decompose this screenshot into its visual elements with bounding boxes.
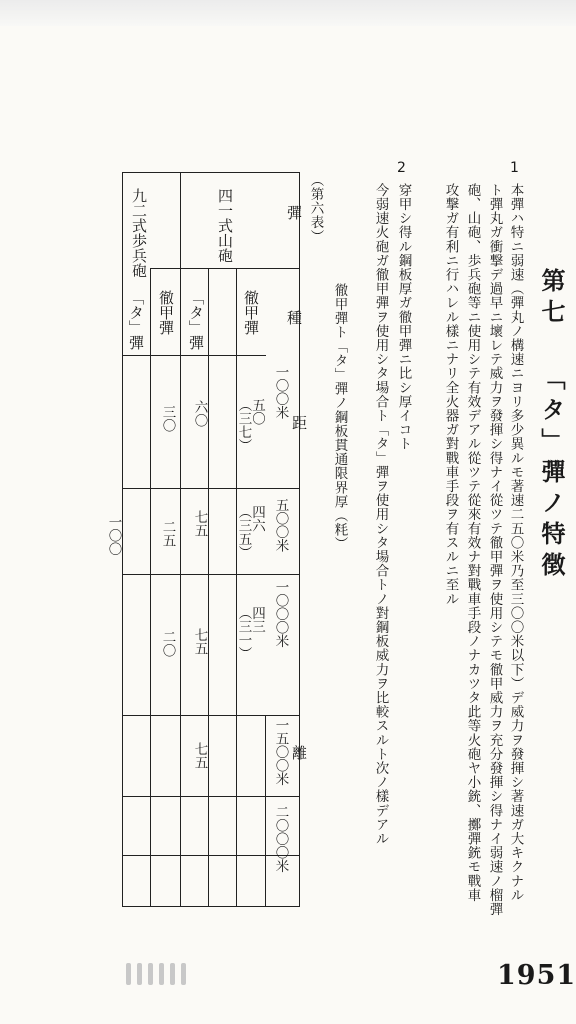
table-header-shell: 彈 (285, 205, 303, 220)
gun-name: 九二式歩兵砲 (130, 188, 148, 278)
value-cell: 三〇 (159, 405, 176, 432)
value-cell: 一〇〇 (105, 515, 122, 556)
value-cell: 五〇 （三七） (235, 398, 265, 452)
table-header-distance: 離 (290, 745, 308, 760)
paragraph-line: ト彈丸ガ衝撃デ過早ニ壞レテ威力ヲ發揮シ得ナイ從ツテ徹甲彈ヲ使用シテモ徹甲威力ヲ充分發揮シ得ナイ弱速ノ榴彈 (486, 183, 503, 917)
paragraph-line: 砲、山砲、歩兵砲等ニ使用シテ有效デアル從ツテ從來有效ナ對戰車手段ノナカツタ此等火砲ヤ小銃、擲彈銃モ戰車 (464, 183, 481, 903)
table-header-distance: 距 (290, 415, 308, 430)
paragraph-number: 1 (510, 160, 519, 176)
viewer-top-bar (0, 0, 576, 26)
library-stamp (126, 963, 218, 989)
distance-label: 一〇〇米 (272, 365, 289, 419)
shell-type: 「タ」彈 (127, 290, 145, 350)
table-caption: （第六表） (307, 173, 324, 244)
value-cell: 六〇 (191, 400, 208, 427)
shell-type: 徹甲彈 (242, 290, 260, 335)
paragraph-number: 2 (397, 160, 406, 176)
chapter-title: 第七 「タ」彈ノ特徴 (537, 268, 566, 583)
value-cell: 四三 （三一） (235, 606, 265, 660)
paragraph-line: 穿甲シ得ル鋼板厚ガ徹甲彈ニ比シ厚イコト (395, 183, 412, 451)
distance-label: 一五〇〇米 (272, 718, 289, 786)
shell-type: 徹甲彈 (157, 290, 175, 335)
shell-type: 「タ」彈 (187, 290, 205, 350)
value-cell: 七五 (191, 510, 208, 537)
paragraph-line: 攻撃ガ有利ニ行ハレル樣ニナリ全火器ガ對戰車手段ヲ有スルニ至ル (442, 183, 459, 606)
value-cell: 四六 （三五） (235, 505, 265, 559)
value-cell: 七五 (191, 742, 208, 769)
value-cell: 七五 (191, 628, 208, 655)
page-number: 1951 (497, 960, 576, 991)
paragraph-line: 本彈ハ特ニ弱速（彈丸ノ構速ニヨリ多少異ルモ著速二五〇米乃至三〇〇米以下）デ威力ヲ發揮シ著速ガ大キクナル (507, 183, 524, 903)
gun-name: 四一式山砲 (216, 188, 234, 263)
value-cell: 二〇 (159, 630, 176, 657)
distance-label: 二〇〇〇米 (272, 805, 289, 873)
distance-label: 五〇〇米 (272, 498, 289, 552)
table-header-kind: 種 (285, 310, 303, 325)
distance-label: 一〇〇〇米 (272, 580, 289, 648)
paragraph-line: 今弱速火砲ガ徹甲彈ヲ使用シタ場合ト「タ」彈ヲ使用シタ場合トノ對鋼板威力ヲ比較スルト次ノ樣デアル (372, 183, 389, 846)
table-title: 徹甲彈ト「タ」彈ノ鋼板貫通限界厚（粍） (331, 283, 348, 551)
value-cell: 二五 (159, 520, 176, 547)
